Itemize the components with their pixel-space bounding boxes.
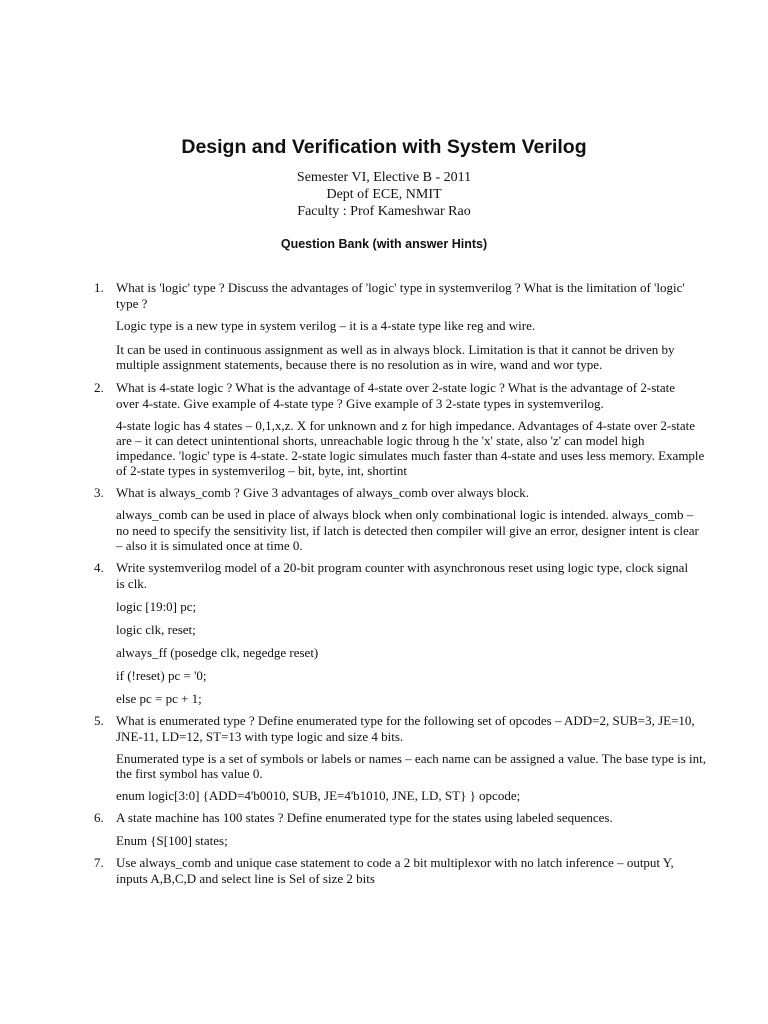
- question-3: [0, 485, 768, 553]
- answer-text: always_comb can be used in place of always block when only combinational logic is intended. always_comb – no need to specify the sensitivity list, if latch is detected then compiler will give an error, designer intent is clear – also it is simulated once at time 0.: [116, 507, 699, 553]
- question-number: 6.: [94, 810, 104, 826]
- question-list: [0, 280, 768, 894]
- question-7: [0, 855, 768, 887]
- question-2: [0, 380, 768, 479]
- question-bank-heading: Question Bank (with answer Hints): [280, 237, 488, 251]
- question-6: [0, 810, 768, 848]
- question-number: 3.: [94, 485, 104, 501]
- question-number: 2.: [94, 379, 104, 395]
- question-text: What is 4-state logic ? What is the advantage of 4-state over 2-state logic ? What is the advantage of 2-state over 4-state. Give example of 4-state type ? Give example of 3 2-state types in systemverilog.: [116, 379, 676, 411]
- question-number: 7.: [94, 855, 104, 871]
- code-line: enum logic[3:0] {ADD=4'b0010, SUB, JE=4'b1010, JNE, LD, ST} } opcode;: [116, 788, 521, 804]
- code-line: logic clk, reset;: [116, 622, 196, 638]
- semester-line: Semester VI, Elective B - 2011: [296, 170, 472, 185]
- code-line: else pc = pc + 1;: [116, 691, 202, 707]
- question-text: Use always_comb and unique case statement to code a 2 bit multiplexor with no latch inference – output Y, inputs A,B,C,D and select line is Sel of size 2 bits: [116, 855, 674, 887]
- document-title: Design and Verification with System Verilog: [181, 136, 587, 158]
- code-line: if (!reset) pc = '0;: [116, 668, 207, 684]
- code-line: Enum {S[100] states;: [116, 833, 228, 849]
- question-text: What is 'logic' type ? Discuss the advantages of 'logic' type in systemverilog ? What is the limitation of 'logic' type ?: [116, 280, 685, 311]
- answer-text: Enumerated type is a set of symbols or labels or names – each name can be assigned a value. The base type is int, the first symbol has value 0.: [116, 751, 706, 782]
- question-1: [0, 280, 768, 373]
- dept-line: Dept of ECE, NMIT: [326, 187, 442, 202]
- question-number: 1.: [94, 280, 104, 295]
- question-4: [0, 560, 768, 706]
- question-number: 5.: [94, 713, 104, 729]
- faculty-line: Faculty : Prof Kameshwar Rao: [297, 204, 471, 219]
- answer-text: 4-state logic has 4 states – 0,1,x,z. X for unknown and z for high impedance. Advantages of 4-state over 2-state are – it can detect unintentional shorts, unreachable logic throug h the 'x' state, also 'z' can model high impedance. 'logic' type is 4-state. 2-state logic simulates much faster than 4-state and uses less memory. Example of 2-state types in systemverilog – bit, byte, int, shortint: [116, 417, 705, 479]
- question-text: What is enumerated type ? Define enumerated type for the following set of opcodes – ADD=2, SUB=3, JE=10, JNE-11, LD=12, ST=13 with type logic and size 4 bits.: [116, 713, 695, 745]
- question-number: 4.: [94, 560, 104, 576]
- code-line: logic [19:0] pc;: [116, 599, 197, 615]
- question-text: A state machine has 100 states ? Define enumerated type for the states using labeled sequences.: [116, 810, 613, 826]
- code-line: always_ff (posedge clk, negedge reset): [116, 645, 319, 661]
- question-5: [0, 713, 768, 803]
- answer-text: It can be used in continuous assignment as well as in always block. Limitation is that it cannot be driven by multiple assignment statements, because there is no resolution as in wire, wand and wor type.: [116, 342, 675, 373]
- question-text: Write systemverilog model of a 20-bit program counter with asynchronous reset using logic type, clock signal is clk.: [116, 560, 689, 592]
- question-text: What is always_comb ? Give 3 advantages of always_comb over always block.: [116, 485, 529, 501]
- answer-text: Logic type is a new type in system verilog – it is a 4-state type like reg and wire.: [116, 318, 536, 333]
